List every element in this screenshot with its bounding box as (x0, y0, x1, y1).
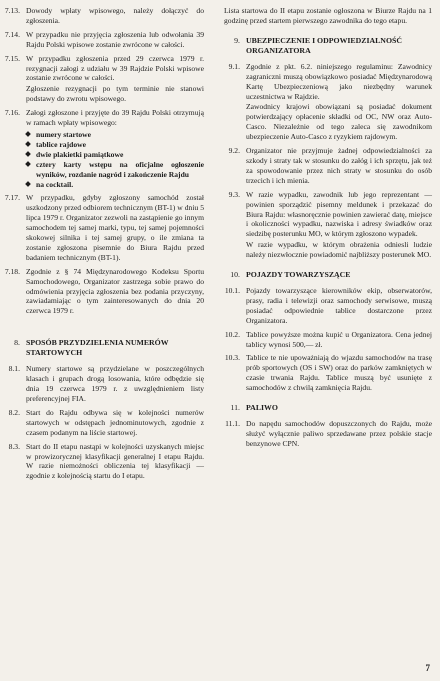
item-text: W przypadku zgłoszenia przed 29 czerwca 1979 r. rezygnacji załogi z udziału w 39 Rajdzie Polski wpisowe zostanie zwrócone w całości. (26, 53, 204, 83)
bullet-item: na cocktail. (26, 180, 204, 190)
item-text: Numery startowe są przydzielane w poszczególnych klasach i grupach drogą losowania, które odbędzie się dnia 19 czerwca 1979 r. z uwzględnieniem listy preferencyjnej FIA. (26, 364, 204, 403)
intro-paragraph (224, 6, 432, 26)
list-item (4, 193, 204, 262)
bullet-item: dwie plakietki pamiątkowe (26, 150, 204, 160)
item-number: 9.1. (228, 61, 240, 71)
list-item (224, 286, 432, 326)
item-text: Tablice te nie upoważniają do wjazdu samochodów na trasę prób sportowych (OS i SW) oraz do parków zamkniętych w czasie trwania Rajdu. Tablice muszą być usunięte z samochodów z chwilą zamknięcia Rajdu. (246, 353, 432, 393)
item-text: W przypadku nie przyjęcia zgłoszenia lub odwołania 39 Rajdu Polski wpisowe zostanie zwrócone w całości. (26, 29, 204, 49)
item-number: 10.3. (224, 353, 240, 363)
left-column (4, 6, 204, 485)
item-text: Start do Rajdu odbywa się w kolejności numerów startowych w odstępach jednominutowych, zgodnie z czasem podanym na liście startowej. (26, 407, 204, 437)
item-text: Załogi zgłoszone i przyjęte do 39 Rajdu Polski otrzymują w ramach wpłaty wpisowego: (26, 108, 204, 128)
item-number: 7.14. (4, 29, 20, 39)
item-text: Zawodnicy krajowi obowiązani są posiadać dokument potwierdzający opłacenie składki od OC, NW oraz Auto-Casco. Niezależnie od tego zaleca się zawodnikom ubezpieczenie Auto-Casco z ryzykiem rajdowym. (246, 102, 432, 142)
section-title: UBEZPIECZENIE I ODPOWIEDZIALNOŚĆ ORGANIZATORA (246, 35, 402, 55)
item-number: 8.1. (8, 364, 20, 374)
item-text: Organizator nie przyjmuje żadnej odpowiedzialności za szkody i straty tak w stosunku do załóg i ich sprzętu, jak też za spowodowanie przez nich straty w stosunku do osób trzecich i ich mienia. (246, 146, 432, 185)
item-text: W przypadku, gdyby zgłoszony samochód został uszkodzony przed odbiorem technicznym (BT-1) w dniu 5 lipca 1979 r. Organizator zezwoli na zastąpienie go innym samochodem tej samej marki, typu, tej samej pojemności skokowej silnika i tej samej grupy, o ile zmiana ta zostanie zgłoszona pisemnie do Biura Rajdu przed badaniem technicznym (BT-1). (26, 193, 204, 262)
section-title: PALIWO (246, 403, 278, 413)
bullet-list (26, 130, 204, 189)
item-number: 9.2. (228, 146, 240, 156)
section-heading (224, 36, 432, 56)
item-number: 11.1. (225, 419, 240, 429)
list-item (224, 146, 432, 186)
item-text: Start do II etapu nastąpi w kolejności uzyskanych miejsc w prowizorycznej klasyfikacji generalnej I etapu Rajdu. W razie niemożności obliczenia tej klasyfikacji — zgodnie z kolejnością startu do I etapu. (26, 441, 204, 481)
item-number: 8.2. (8, 407, 20, 417)
item-number: 7.18. (4, 266, 20, 276)
section-number: 8. (14, 338, 20, 348)
list-item (4, 408, 204, 438)
section-heading (224, 403, 432, 413)
section-heading (224, 270, 432, 280)
list-item (224, 330, 432, 350)
list-item (4, 108, 204, 189)
item-text: Zgłoszenie rezygnacji po tym terminie nie stanowi podstawy do zwrotu wpisowego. (26, 84, 204, 104)
list-item (4, 364, 204, 404)
bullet-item: cztery karty wstępu na oficjalne ogłoszenie wyników, rozdanie nagród i zakończenie Rajdu (26, 160, 204, 180)
section-number: 11. (230, 403, 240, 413)
item-number: 9.3. (228, 189, 240, 199)
item-text: Lista startowa do II etapu zostanie ogłoszona w Biurze Rajdu na 1 godzinę przed startem pierwszego zawodnika do tego etapu. (224, 6, 432, 25)
item-text: Dowody wpłaty wpisowego, należy dołączyć do zgłoszenia. (26, 6, 204, 25)
item-text: Tablice powyższe można kupić u Organizatora. Cena jednej tablicy wynosi 500,— zł. (246, 329, 432, 349)
item-number: 10.2. (224, 329, 240, 339)
list-item (4, 442, 204, 482)
list-item (224, 62, 432, 142)
item-number: 7.13. (4, 6, 20, 15)
item-text: Zgodnie z pkt. 6.2. niniejszego regulaminu: Zawodnicy zagraniczni muszą obowiązkowo posiadać Międzynarodową Kartę Ubezpieczeniową jako niezbędny warunek uczestnictwa w Rajdzie. (246, 61, 432, 101)
list-item (224, 419, 432, 449)
item-text: Pojazdy towarzyszące kierowników ekip, obserwatorów, prasy, radia i telewizji oraz samochody serwisowe, muszą posiadać odpowiednie tablice dostarczone przez Organizatora. (246, 286, 432, 325)
item-number: 7.15. (4, 53, 20, 63)
list-item (224, 353, 432, 393)
section-number: 9. (234, 35, 240, 45)
section-heading (4, 338, 204, 358)
list-item (4, 30, 204, 50)
item-text: Do napędu samochodów dopuszczonych do Rajdu, może służyć wyłącznie paliwo sprzedawane przez polskie stacje benzynowe CPN. (246, 419, 432, 448)
bullet-item: numery startowe (26, 130, 204, 140)
item-number: 10.1. (224, 286, 240, 296)
list-item (224, 190, 432, 260)
list-item (4, 54, 204, 105)
section-title: SPOSÓB PRZYDZIELENIA NUMERÓW STARTOWYCH (26, 338, 169, 358)
item-number: 7.17. (4, 193, 20, 203)
list-item (4, 6, 204, 26)
right-column (224, 6, 432, 453)
page-number: 7 (425, 663, 430, 673)
item-text: Zgodnie z § 74 Międzynarodowego Kodeksu Sportu Samochodowego, Organizator zastrzega sobie prawo do odmówienia przyjęcia zgłoszenia bez podania przyczyny, zawiadamiając o tym zainteresowanych do dnia 20 czerwca 1979 r. (26, 266, 204, 316)
list-item (4, 267, 204, 317)
section-title: POJAZDY TOWARZYSZĄCE (246, 270, 351, 280)
item-number: 8.3. (8, 441, 20, 451)
item-number: 7.16. (4, 108, 20, 118)
item-text: W razie wypadku, w którym obrażenia odniesli ludzie należy niezwłocznie powiadomić najbliższy posterunek MO. (246, 240, 432, 260)
section-number: 10. (230, 270, 240, 280)
item-text: W razie wypadku, zawodnik lub jego reprezentant — powinien sporządzić pisemny meldunek i przekazać do Biura Rajdu: własnoręcznie powinien zawierać datę, miejsce i okoliczności wypadku, nazwiska i adresy świadków oraz siedzibę posterunku MO, w którym zgłoszono wypadek. (246, 189, 432, 239)
bullet-item: tablice rajdowe (26, 140, 204, 150)
